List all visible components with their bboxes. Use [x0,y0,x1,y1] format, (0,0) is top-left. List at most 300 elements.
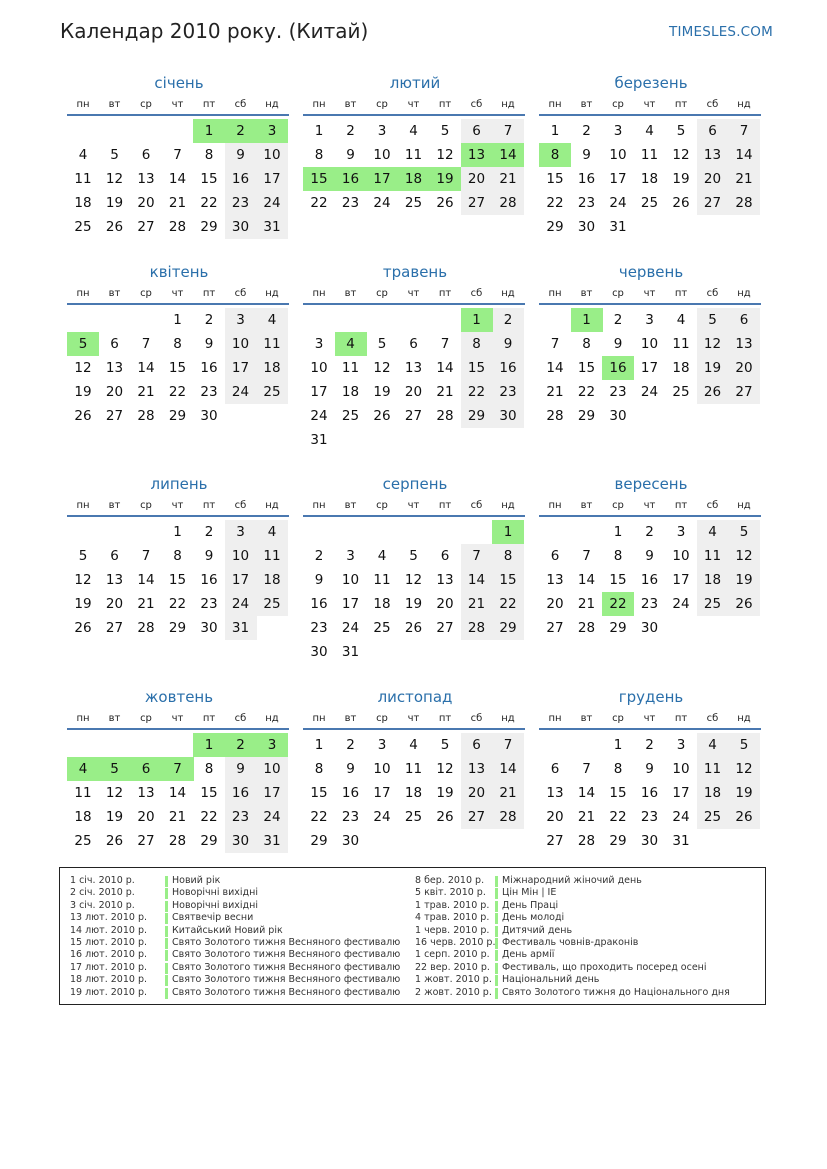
legend-date: 22 вер. 2010 р. [415,961,490,973]
day-cell: 14 [467,572,486,588]
day-cell: 9 [613,336,623,352]
weekday-label: ср [376,288,388,299]
day-cell: 15 [467,360,486,376]
legend-row [70,974,410,986]
day-cell: 6 [708,123,717,139]
day-cell: 10 [341,572,360,588]
holiday-day-cell: 7 [162,757,194,781]
day-cell: 14 [137,360,155,376]
weekday-label: нд [501,500,515,511]
weekday-label: ср [612,99,624,110]
legend-holiday-name: Святвечір весни [172,912,254,924]
day-cell: 16 [310,596,328,612]
holiday-day-cell: 22 [602,592,634,616]
day-cell: 13 [546,572,564,588]
day-cell: 2 [204,312,214,328]
day-cell: 21 [168,809,187,825]
month-name: січень [154,74,204,92]
weekday-label: ср [140,713,152,724]
legend-holiday-name: Китайський Новий рік [172,924,283,936]
day-cell: 7 [440,336,450,352]
legend-row [415,925,760,937]
weekday-label: пт [674,500,688,511]
day-cell: 28 [436,408,454,424]
day-cell: 18 [341,384,360,400]
day-cell: 13 [404,360,423,376]
day-cell: 10 [672,548,690,564]
holiday-day-cell: 5 [67,332,99,356]
day-cell: 16 [200,572,218,588]
weekday-label: вт [344,288,357,299]
weekday-label: сб [706,500,719,511]
weekday-label: вт [344,713,357,724]
legend-row [415,912,760,924]
header-rule [303,303,525,305]
day-cell: 2 [314,548,324,564]
header-rule [303,114,525,116]
day-cell: 17 [609,171,627,187]
day-cell: 23 [200,384,218,400]
day-cell: 21 [467,596,486,612]
day-cell: 30 [499,408,517,424]
day-cell: 24 [263,809,281,825]
weekday-label: пт [202,500,216,511]
month-name: березень [614,74,688,92]
weekday-label: вт [344,500,357,511]
weekday-label: нд [501,288,515,299]
day-cell: 29 [310,833,328,849]
day-cell: 30 [200,620,218,636]
month-name: червень [618,263,684,281]
weekday-label: сб [706,713,719,724]
day-cell: 17 [373,785,391,801]
holiday-legend [59,867,766,1005]
day-cell: 28 [577,620,596,636]
weekday-label: сб [234,713,247,724]
day-cell: 6 [472,123,481,139]
day-cell: 29 [200,833,218,849]
weekday-label: пт [438,713,452,724]
weekday-label: нд [265,500,279,511]
legend-marker [495,963,498,974]
legend-marker [165,988,168,999]
day-cell: 27 [404,408,423,424]
day-cell: 30 [640,620,659,636]
weekday-label: пт [202,713,216,724]
legend-date: 14 лют. 2010 р. [70,924,147,936]
day-cell: 12 [735,761,753,777]
legend-holiday-name: Свято Золотого тижня Весняного фестивалю [172,936,401,948]
day-cell: 15 [609,785,627,801]
day-cell: 27 [137,833,155,849]
weekday-label: пн [548,288,562,299]
day-cell: 15 [200,785,218,801]
holiday-day-cell: 15 [303,167,335,191]
day-cell: 16 [231,171,250,187]
day-cell: 20 [436,596,454,612]
month-name: листопад [377,688,453,706]
day-cell: 24 [640,384,659,400]
day-cell: 28 [168,833,187,849]
header-rule [539,515,761,517]
day-cell: 26 [703,384,722,400]
day-cell: 23 [640,809,659,825]
day-cell: 27 [546,833,564,849]
legend-date: 15 лют. 2010 р. [70,936,147,948]
day-cell: 4 [676,312,686,328]
day-cell: 12 [436,147,454,163]
site-link[interactable]: TIMESLES.COM [669,24,773,40]
day-cell: 2 [346,737,355,753]
day-cell: 31 [609,219,627,235]
header-rule [303,728,525,730]
header-rule [67,303,289,305]
day-cell: 25 [404,809,423,825]
day-cell: 11 [263,548,281,564]
legend-holiday-name: Цін Мін | IE [502,887,557,899]
day-cell: 2 [645,524,654,540]
day-cell: 9 [582,147,591,163]
weekday-label: сб [470,99,483,110]
legend-holiday-name: Свято Золотого тижня Весняного фестивалю [172,986,401,998]
day-cell: 2 [503,312,513,328]
weekday-label: ср [612,288,624,299]
day-cell: 6 [550,548,560,564]
header-rule [67,728,289,730]
day-cell: 8 [613,548,623,564]
day-cell: 22 [499,596,517,612]
month-name: травень [382,263,448,281]
holiday-day-cell: 4 [335,332,367,356]
day-cell: 4 [708,524,717,540]
weekday-label: нд [737,713,751,724]
day-cell: 16 [640,572,659,588]
legend-row [415,900,760,912]
day-cell: 20 [137,809,155,825]
day-cell: 22 [200,809,218,825]
day-cell: 6 [110,548,119,564]
weekday-label: пт [674,713,688,724]
day-cell: 11 [404,147,423,163]
day-cell: 23 [310,620,328,636]
day-cell: 22 [168,384,187,400]
weekday-label: сб [706,288,719,299]
legend-row [70,912,410,924]
day-cell: 18 [703,572,722,588]
day-cell: 11 [263,336,281,352]
day-cell: 14 [137,572,155,588]
day-cell: 15 [310,785,328,801]
legend-row [415,887,760,899]
weekday-label: нд [265,99,279,110]
day-cell: 25 [263,596,281,612]
day-cell: 5 [676,123,686,139]
day-cell: 1 [613,524,623,540]
weekday-label: вт [108,99,121,110]
day-cell: 10 [231,336,250,352]
weekday-label: чт [407,99,420,110]
legend-date: 8 бер. 2010 р. [415,875,485,886]
legend-column-right [415,875,760,999]
day-cell: 31 [672,833,690,849]
day-cell: 18 [672,360,690,376]
day-cell: 2 [346,123,355,139]
day-cell: 17 [341,596,360,612]
legend-date: 2 жовт. 2010 р. [415,986,492,998]
day-cell: 4 [267,524,277,540]
day-cell: 3 [377,123,387,139]
day-cell: 24 [672,596,690,612]
day-cell: 3 [314,336,324,352]
weekday-label: пн [312,99,326,110]
day-cell: 4 [409,737,418,753]
day-cell: 28 [137,408,155,424]
day-cell: 11 [341,360,360,376]
legend-row [70,937,410,949]
day-cell: 27 [137,219,155,235]
day-cell: 19 [373,384,391,400]
legend-holiday-name: Національний день [502,974,600,986]
header-rule [539,303,761,305]
day-cell: 25 [672,384,690,400]
legend-holiday-name: Міжнародний жіночий день [502,875,642,886]
day-cell: 26 [105,219,124,235]
day-cell: 11 [640,147,659,163]
day-cell: 14 [168,171,187,187]
day-cell: 5 [739,737,749,753]
legend-marker [165,913,168,924]
day-cell: 5 [739,524,749,540]
header-rule [303,515,525,517]
day-cell: 1 [314,123,324,139]
day-cell: 31 [310,432,328,448]
day-cell: 8 [613,761,623,777]
holiday-day-cell: 4 [67,757,99,781]
legend-date: 1 жовт. 2010 р. [415,974,492,986]
day-cell: 25 [640,195,659,211]
day-cell: 23 [609,384,627,400]
day-cell: 29 [168,408,187,424]
day-cell: 24 [231,384,250,400]
day-cell: 27 [703,195,722,211]
month-name: грудень [618,688,684,706]
weekday-label: чт [643,99,656,110]
legend-holiday-name: Новорічні вихідні [172,887,258,899]
day-cell: 3 [236,524,245,540]
day-cell: 8 [204,761,214,777]
weekday-label: нд [265,288,279,299]
day-cell: 20 [404,384,423,400]
day-cell: 24 [373,195,391,211]
day-cell: 19 [703,360,722,376]
day-cell: 31 [263,833,281,849]
day-cell: 8 [204,147,214,163]
day-cell: 9 [204,336,214,352]
day-cell: 7 [141,336,151,352]
weekday-label: ср [140,500,152,511]
day-cell: 12 [404,572,423,588]
holiday-day-cell: 2 [225,733,257,757]
day-cell: 6 [472,737,481,753]
day-cell: 26 [735,809,753,825]
day-cell: 5 [78,548,88,564]
weekday-label: чт [407,288,420,299]
day-cell: 4 [377,548,387,564]
day-cell: 29 [200,219,218,235]
day-cell: 26 [436,195,454,211]
legend-marker [495,926,498,937]
day-cell: 11 [74,785,92,801]
day-cell: 28 [735,195,753,211]
day-cell: 12 [74,360,92,376]
legend-holiday-name: Фестиваль човнів-драконів [502,936,639,948]
holiday-day-cell: 8 [539,143,571,167]
weekday-label: вт [580,99,593,110]
day-cell: 29 [609,833,627,849]
day-cell: 28 [168,219,187,235]
day-cell: 11 [74,171,92,187]
day-cell: 13 [137,785,155,801]
legend-marker [495,988,498,999]
day-cell: 16 [231,785,250,801]
day-cell: 7 [582,548,591,564]
day-cell: 13 [703,147,722,163]
day-cell: 28 [546,408,564,424]
header-rule [539,114,761,116]
legend-row [415,987,760,999]
day-cell: 18 [404,785,423,801]
weekday-label: чт [171,500,184,511]
day-cell: 1 [173,524,182,540]
day-cell: 7 [141,548,151,564]
day-cell: 29 [577,408,596,424]
legend-marker [495,950,498,961]
header-rule [67,515,289,517]
day-cell: 1 [314,737,324,753]
day-cell: 9 [645,761,654,777]
day-cell: 17 [263,785,281,801]
legend-marker [495,975,498,986]
day-cell: 24 [263,195,281,211]
legend-row [70,962,410,974]
day-cell: 10 [672,761,690,777]
header-rule [539,728,761,730]
day-cell: 3 [645,312,654,328]
day-cell: 24 [231,596,250,612]
weekday-label: вт [580,288,593,299]
day-cell: 7 [503,737,513,753]
weekday-label: чт [171,288,184,299]
day-cell: 6 [550,761,560,777]
day-cell: 26 [373,408,391,424]
weekday-label: вт [344,99,357,110]
day-cell: 24 [341,620,360,636]
day-cell: 13 [436,572,454,588]
day-cell: 30 [577,219,596,235]
day-cell: 1 [550,123,560,139]
day-cell: 6 [141,147,151,163]
day-cell: 13 [137,171,155,187]
legend-row [70,875,410,887]
day-cell: 17 [231,360,250,376]
day-cell: 4 [409,123,418,139]
day-cell: 12 [74,572,92,588]
weekday-label: вт [108,288,121,299]
weekday-label: пт [438,288,452,299]
holiday-day-cell: 6 [130,757,162,781]
day-cell: 3 [236,312,245,328]
day-cell: 9 [503,336,513,352]
legend-marker [165,963,168,974]
day-cell: 13 [105,572,124,588]
day-cell: 23 [499,384,517,400]
day-cell: 8 [173,548,182,564]
weekday-label: пт [438,500,452,511]
day-cell: 9 [346,147,355,163]
day-cell: 28 [467,620,486,636]
legend-marker [165,926,168,937]
weekday-label: нд [737,288,751,299]
day-cell: 21 [499,171,517,187]
holiday-day-cell: 16 [602,356,634,380]
day-cell: 15 [609,572,627,588]
day-cell: 15 [168,360,187,376]
legend-holiday-name: Свято Золотого тижня Весняного фестивалю [172,961,401,973]
day-cell: 14 [577,572,596,588]
legend-row [70,887,410,899]
day-cell: 22 [609,809,627,825]
day-cell: 20 [546,596,564,612]
day-cell: 28 [577,833,596,849]
day-cell: 25 [341,408,360,424]
holiday-day-cell: 1 [461,308,493,332]
legend-marker [165,975,168,986]
legend-holiday-name: День молоді [502,912,565,924]
legend-marker [165,876,168,887]
day-cell: 26 [735,596,753,612]
holiday-day-cell: 14 [492,143,524,167]
day-cell: 3 [346,548,355,564]
day-cell: 18 [74,809,92,825]
day-cell: 18 [703,785,722,801]
legend-marker [495,913,498,924]
weekday-label: чт [171,99,184,110]
day-cell: 13 [105,360,124,376]
day-cell: 4 [78,147,88,163]
weekday-label: пн [312,500,326,511]
day-cell: 26 [74,620,92,636]
day-cell: 27 [467,195,486,211]
weekday-label: пт [202,288,216,299]
weekday-label: чт [643,288,656,299]
day-cell: 18 [640,171,659,187]
day-cell: 30 [231,833,250,849]
day-cell: 8 [314,147,324,163]
day-cell: 24 [609,195,627,211]
legend-date: 16 черв. 2010 р. [415,936,496,948]
day-cell: 20 [467,171,486,187]
weekday-label: пн [548,713,562,724]
day-cell: 30 [341,833,360,849]
day-cell: 26 [404,620,423,636]
day-cell: 10 [609,147,627,163]
day-cell: 24 [672,809,690,825]
day-cell: 9 [645,548,654,564]
day-cell: 21 [137,384,155,400]
weekday-label: вт [580,713,593,724]
day-cell: 25 [373,620,391,636]
day-cell: 4 [267,312,277,328]
